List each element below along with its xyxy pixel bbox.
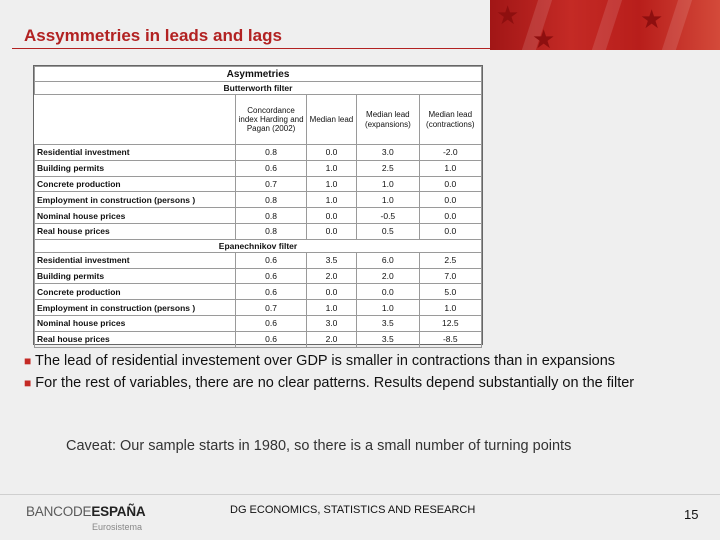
cell: 1.0 <box>306 192 356 208</box>
row-label: Concrete production <box>35 176 236 192</box>
filter-label-butterworth: Butterworth filter <box>35 82 482 95</box>
cell: 0.0 <box>419 223 481 239</box>
logo-light-text: BANCODE <box>26 504 92 519</box>
row-label: Employment in construction (persons ) <box>35 192 236 208</box>
cell: 0.0 <box>306 284 356 300</box>
cell: 0.6 <box>236 315 306 331</box>
cell: 0.6 <box>236 252 306 268</box>
asymmetries-table <box>33 65 483 345</box>
cell: 1.0 <box>306 160 356 176</box>
cell: 2.5 <box>419 252 481 268</box>
table-row <box>35 208 482 224</box>
header-median-lead-contractions: Median lead (contractions) <box>419 95 481 145</box>
square-bullet-icon: ■ <box>24 354 32 368</box>
row-label: Nominal house prices <box>35 208 236 224</box>
header-median-lead-expansions: Median lead (expansions) <box>357 95 419 145</box>
cell: -2.0 <box>419 145 481 161</box>
header-empty <box>35 95 236 145</box>
table-row <box>35 223 482 239</box>
bullet-text: The lead of residential investement over GDP is smaller in contractions than in expansions <box>35 353 616 369</box>
cell: 6.0 <box>357 252 419 268</box>
square-bullet-icon: ■ <box>24 376 32 390</box>
cell: 1.0 <box>357 192 419 208</box>
row-label: Concrete production <box>35 284 236 300</box>
cell: 0.0 <box>306 145 356 161</box>
row-label: Residential investment <box>35 252 236 268</box>
cell: 2.0 <box>306 331 356 347</box>
cell: 3.0 <box>357 145 419 161</box>
footer-department: DG ECONOMICS, STATISTICS AND RESEARCH <box>230 504 476 516</box>
cell: 0.7 <box>236 176 306 192</box>
caveat-note: Caveat: Our sample starts in 1980, so there is a small number of turning points <box>66 438 572 454</box>
page-number: 15 <box>684 507 699 522</box>
bullet-item <box>24 352 704 370</box>
table-row <box>35 284 482 300</box>
star-icon: ★ <box>640 4 664 34</box>
cell: 3.5 <box>306 252 356 268</box>
row-label: Nominal house prices <box>35 315 236 331</box>
bank-logo <box>26 504 145 519</box>
cell: 1.0 <box>357 300 419 316</box>
table-row <box>35 160 482 176</box>
star-icon: ★ <box>532 24 556 50</box>
cell: 0.6 <box>236 284 306 300</box>
table-row <box>35 331 482 347</box>
logo-bold-text: ESPAÑA <box>91 504 146 519</box>
cell: 2.0 <box>357 268 419 284</box>
cell: 0.7 <box>236 300 306 316</box>
cell: 1.0 <box>419 160 481 176</box>
table-row <box>35 145 482 161</box>
cell: 0.6 <box>236 268 306 284</box>
cell: 5.0 <box>419 284 481 300</box>
filter-label-epanechnikov: Epanechnikov filter <box>35 239 482 252</box>
cell: 0.0 <box>306 223 356 239</box>
table-row <box>35 176 482 192</box>
cell: 1.0 <box>306 176 356 192</box>
cell: 0.0 <box>306 208 356 224</box>
cell: 3.5 <box>357 315 419 331</box>
row-label: Residential investment <box>35 145 236 161</box>
cell: 1.0 <box>419 300 481 316</box>
cell: 0.8 <box>236 145 306 161</box>
cell: 0.8 <box>236 223 306 239</box>
cell: 0.0 <box>419 192 481 208</box>
cell: 3.0 <box>306 315 356 331</box>
star-icon: ★ <box>496 0 520 30</box>
cell: -8.5 <box>419 331 481 347</box>
cell: 0.8 <box>236 192 306 208</box>
spanish-flag-banner <box>490 0 720 50</box>
footer-divider <box>0 494 720 495</box>
bullet-list <box>24 352 704 396</box>
logo-subtitle: Eurosistema <box>92 522 143 532</box>
table-row <box>35 192 482 208</box>
table-row <box>35 300 482 316</box>
row-label: Real house prices <box>35 331 236 347</box>
cell: 7.0 <box>419 268 481 284</box>
row-label: Building permits <box>35 268 236 284</box>
title-divider <box>12 48 490 49</box>
header-concordance: Concordance index Harding and Pagan (2002) <box>236 95 306 145</box>
cell: 1.0 <box>357 176 419 192</box>
cell: 2.5 <box>357 160 419 176</box>
cell: 3.5 <box>357 331 419 347</box>
table-row <box>35 252 482 268</box>
table-row <box>35 315 482 331</box>
row-label: Employment in construction (persons ) <box>35 300 236 316</box>
row-label: Building permits <box>35 160 236 176</box>
bullet-text: For the rest of variables, there are no clear patterns. Results depend substantially on the filter <box>35 375 635 391</box>
row-label: Real house prices <box>35 223 236 239</box>
slide-title: Assymmetries in leads and lags <box>24 26 282 45</box>
cell: 0.0 <box>357 284 419 300</box>
cell: 0.0 <box>419 208 481 224</box>
bullet-item <box>24 374 704 392</box>
cell: -0.5 <box>357 208 419 224</box>
table-row <box>35 268 482 284</box>
cell: 2.0 <box>306 268 356 284</box>
cell: 12.5 <box>419 315 481 331</box>
cell: 0.0 <box>419 176 481 192</box>
cell: 0.8 <box>236 208 306 224</box>
cell: 0.6 <box>236 331 306 347</box>
table-title: Asymmetries <box>35 67 482 82</box>
cell: 0.6 <box>236 160 306 176</box>
cell: 0.5 <box>357 223 419 239</box>
header-median-lead: Median lead <box>306 95 356 145</box>
cell: 1.0 <box>306 300 356 316</box>
